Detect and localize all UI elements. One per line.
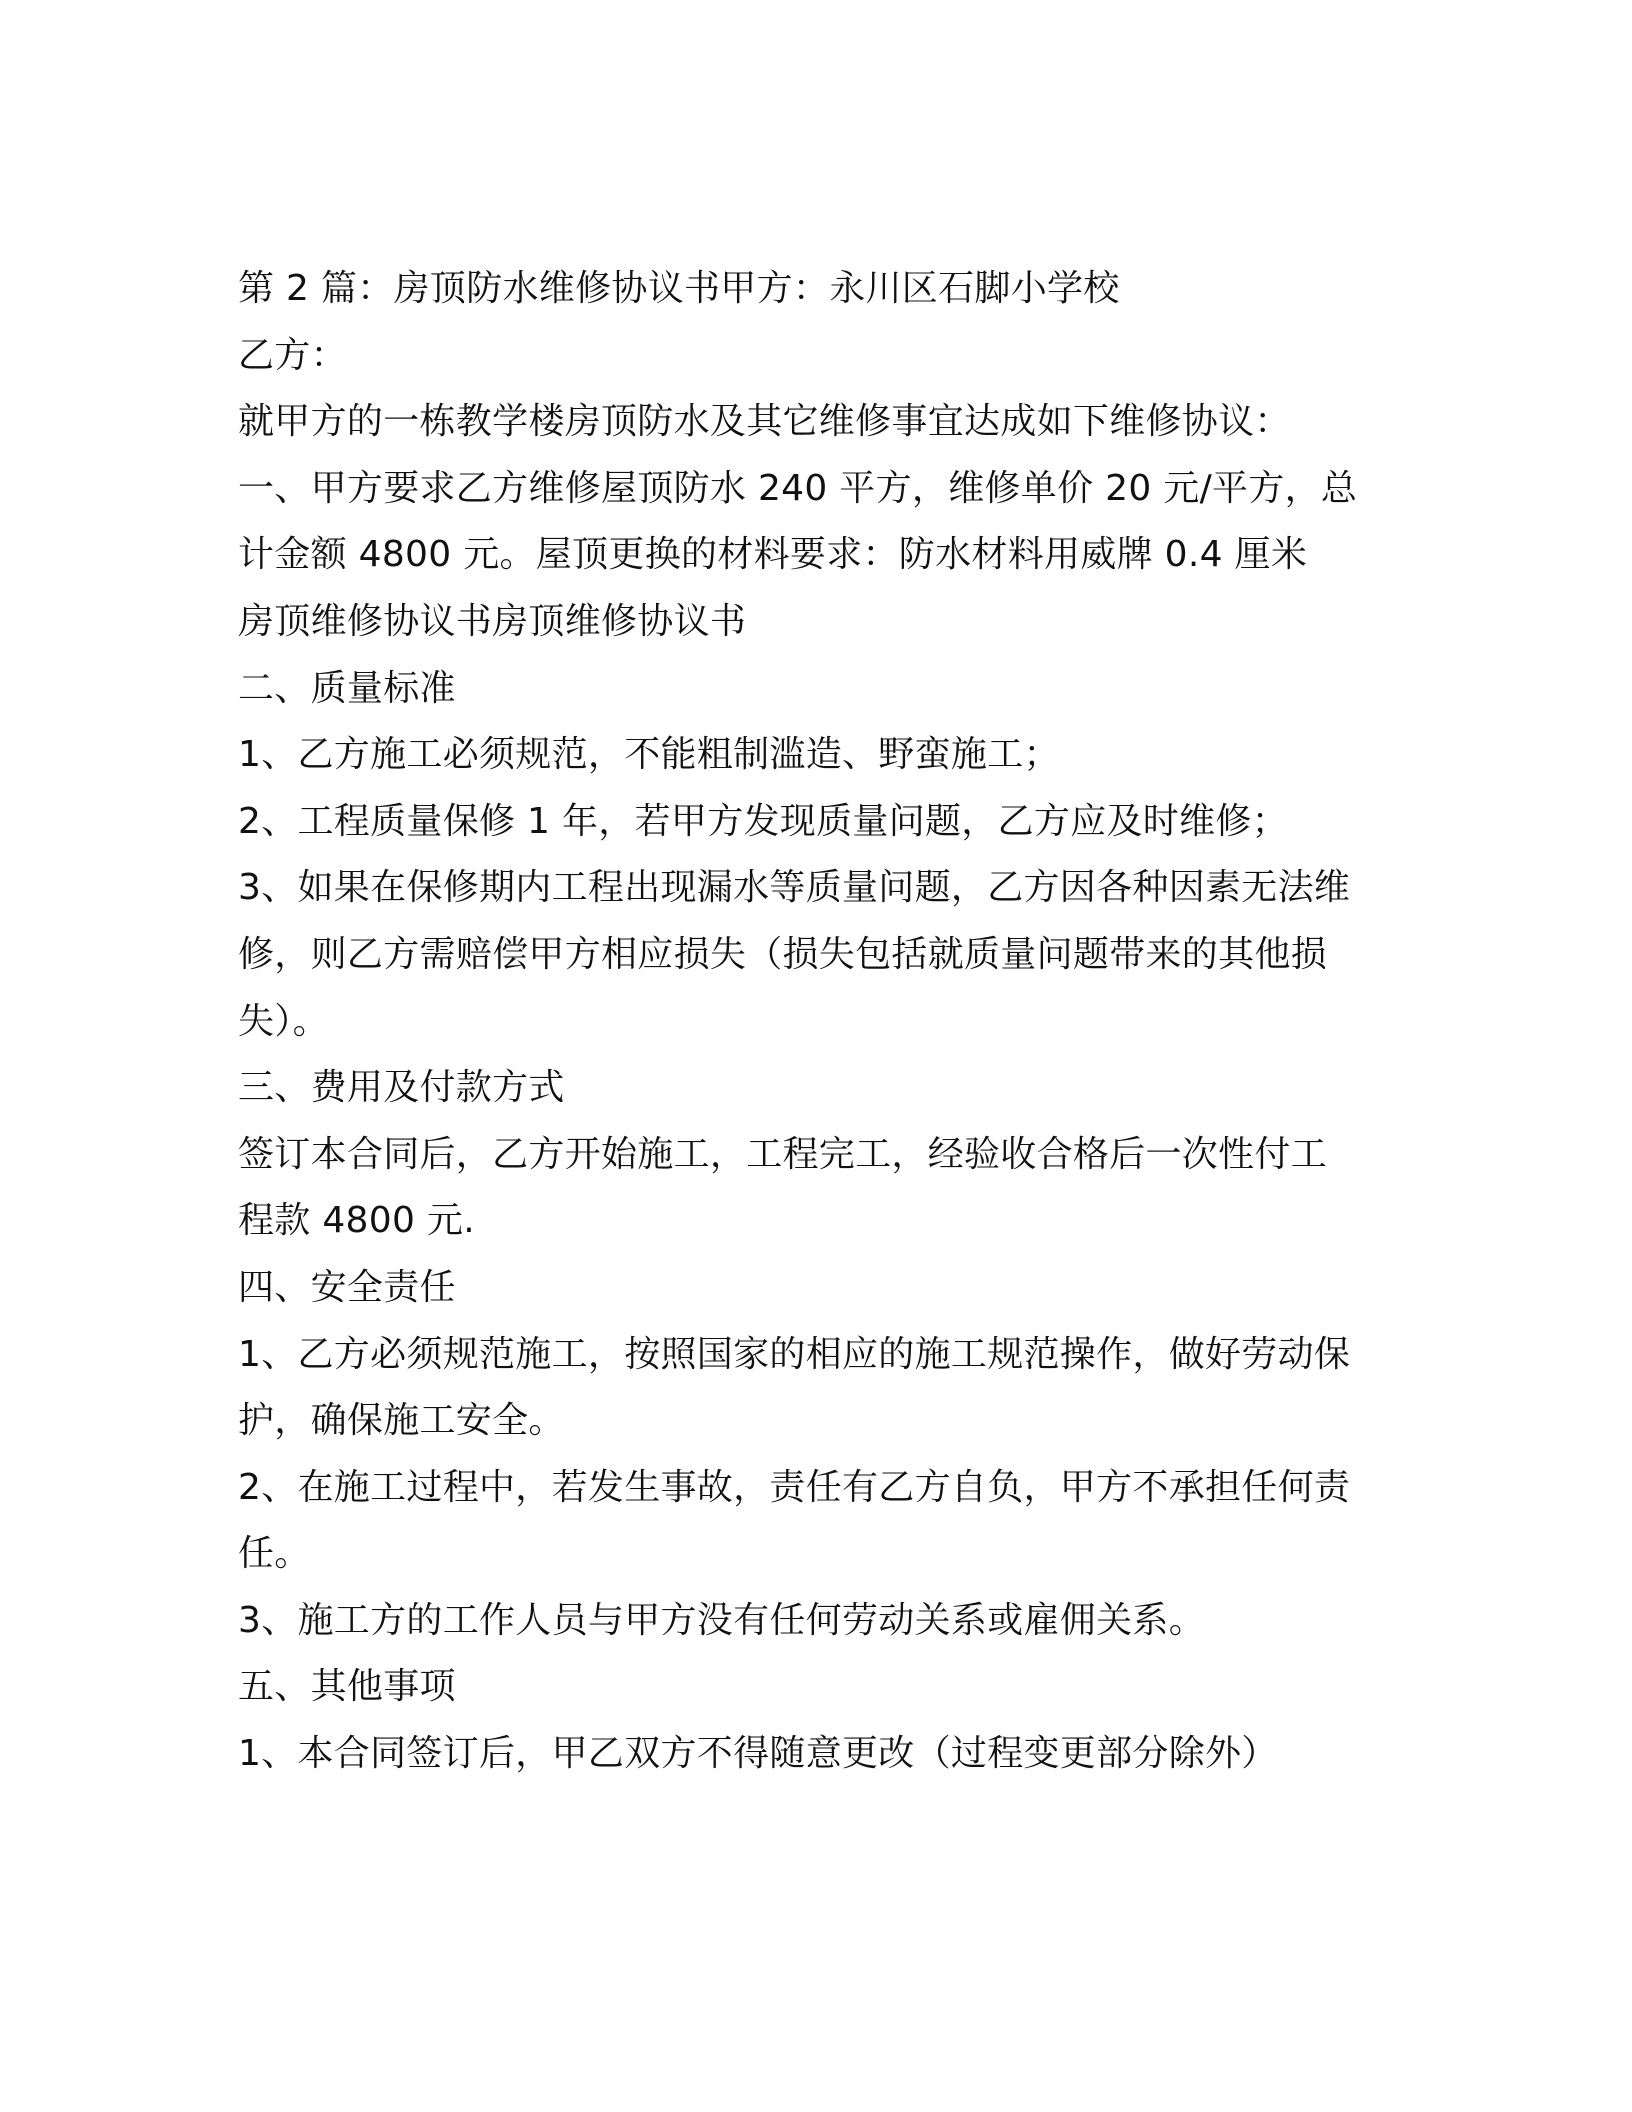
section-1-text: 计金额 4800 元。屋顶更换的材料要求：防水材料用威牌 0.4 厘米 [238, 534, 1308, 576]
quality-item-3: 3、如果在保修期内工程出现漏水等质量问题，乙方因各种因素无法维 [238, 867, 1351, 909]
safety-item-1: 护，确保施工安全。 [238, 1400, 565, 1442]
safety-item-2: 2、在施工过程中，若发生事故，责任有乙方自负，甲方不承担任何责 [238, 1466, 1351, 1508]
quality-item-2: 2、工程质量保修 1 年，若甲方发现质量问题，乙方应及时维修； [238, 800, 1288, 842]
other-item-1: 1、本合同签订后，甲乙双方不得随意更改（过程变更部分除外） [238, 1733, 1278, 1775]
safety-item-1: 1、乙方必须规范施工，按照国家的相应的施工规范操作，做好劳动保 [238, 1333, 1351, 1375]
section-heading-quality: 二、质量标准 [238, 667, 456, 709]
quality-item-3: 失）。 [238, 1000, 329, 1042]
section-1-text: 一、甲方要求乙方维修屋顶防水 240 平方，维修单价 20 元/平方，总 [238, 467, 1358, 509]
safety-item-3: 3、施工方的工作人员与甲方没有任何劳动关系或雇佣关系。 [238, 1599, 1206, 1641]
document-title: 第 2 篇：房顶防水维修协议书甲方：永川区石脚小学校 [238, 268, 1120, 309]
intro-paragraph: 就甲方的一栋教学楼房顶防水及其它维修事宜达成如下维修协议： [238, 401, 1291, 443]
section-heading-other: 五、其他事项 [238, 1666, 456, 1708]
quality-item-1: 1、乙方施工必须规范，不能粗制滥造、野蛮施工； [238, 734, 1060, 776]
section-heading-safety: 四、安全责任 [238, 1266, 456, 1308]
payment-paragraph: 程款 4800 元. [238, 1200, 475, 1242]
party-b-line: 乙方： [238, 334, 347, 376]
section-heading-payment: 三、费用及付款方式 [238, 1067, 565, 1109]
safety-item-2: 任。 [238, 1533, 311, 1575]
quality-item-3: 修，则乙方需赔偿甲方相应损失（损失包括就质量问题带来的其他损 [238, 933, 1328, 975]
payment-paragraph: 签订本合同后，乙方开始施工，工程完工，经验收合格后一次性付工 [238, 1133, 1328, 1175]
document-body [238, 256, 1398, 1788]
section-1-text: 房顶维修协议书房顶维修协议书 [238, 600, 747, 642]
